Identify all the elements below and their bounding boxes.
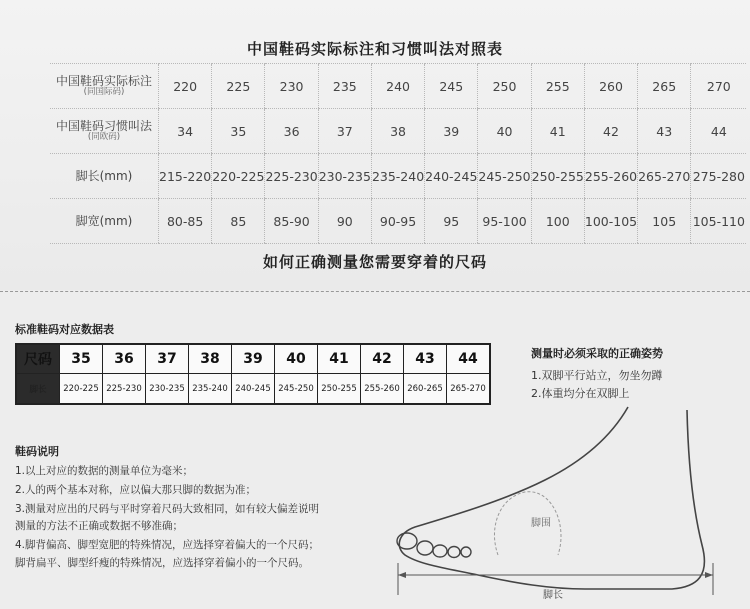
table-cell: 250 [478,64,531,109]
table-cell: 38 [371,109,424,154]
table-cell: 42 [584,109,637,154]
row-label [50,199,159,244]
length-header: 脚长 [16,374,60,405]
length-cell: 240-245 [232,374,275,405]
table-cell: 225 [212,64,265,109]
length-cell: 230-235 [146,374,189,405]
table-cell: 85-90 [265,199,318,244]
table-row [50,64,746,109]
table-cell: 105 [638,199,691,244]
table-cell: 37 [318,109,371,154]
row-label-main: 中国鞋码实际标注 [55,74,152,88]
table-cell: 235-240 [371,154,424,199]
table-row [50,154,746,199]
table-cell: 240-245 [425,154,478,199]
table-cell: 245-250 [478,154,531,199]
arrow-left [398,572,406,578]
table-cell: 220 [159,64,212,109]
table-cell: 44 [691,109,747,154]
table-cell: 260 [584,64,637,109]
notes-title: 鞋码说明 [15,445,59,458]
size-header: 尺码 [16,344,60,374]
length-cell: 255-260 [361,374,404,405]
foot-diagram [380,395,740,609]
table-cell: 105-110 [691,199,747,244]
table-cell: 235 [318,64,371,109]
row-label [50,109,159,154]
size-cell: 41 [318,344,361,374]
size-cell: 39 [232,344,275,374]
size-conversion-table [50,63,746,244]
table-cell: 100-105 [584,199,637,244]
length-cell: 235-240 [189,374,232,405]
table-cell: 80-85 [159,199,212,244]
toe [448,547,460,558]
note-line: 1.以上对应的数据的测量单位为毫米； [15,465,194,477]
section-divider [0,291,750,292]
table-cell: 265 [638,64,691,109]
size-cell: 37 [146,344,189,374]
note-line: 脚背扁平、脚型纤瘦的特殊情况，应选择穿着偏小的一个尺码。 [15,557,309,569]
arrow-right [705,572,713,578]
table-cell: 40 [478,109,531,154]
table-cell: 240 [371,64,424,109]
table-cell: 41 [531,109,584,154]
note-line: 测量的方法不正确或数据不够准确； [15,520,183,532]
page-title: 中国鞋码实际标注和习惯叫法对照表 [246,40,503,58]
table-cell: 270 [691,64,747,109]
row-label [50,154,159,199]
length-cell: 220-225 [60,374,103,405]
size-cell: 38 [189,344,232,374]
table-cell: 95-100 [478,199,531,244]
table-cell: 250-255 [531,154,584,199]
table-cell: 90-95 [371,199,424,244]
table-cell: 85 [212,199,265,244]
table-cell: 95 [425,199,478,244]
table-cell: 34 [159,109,212,154]
length-cell: 260-265 [404,374,447,405]
posture-item: 2.体重均分在双脚上 [531,387,630,400]
table-row [50,109,746,154]
toe [461,547,471,557]
table-cell: 230 [265,64,318,109]
note-line: 4.脚背偏高、脚型宽肥的特殊情况，应选择穿着偏大的一个尺码； [15,539,320,551]
row-label [50,64,159,109]
table-cell: 215-220 [159,154,212,199]
toe [433,545,447,557]
table-cell: 255 [531,64,584,109]
posture-title: 测量时必须采取的正确姿势 [531,347,663,360]
table-cell: 265-270 [638,154,691,199]
size-cell: 43 [404,344,447,374]
size-cell: 44 [447,344,491,374]
table-cell: 275-280 [691,154,747,199]
note-line: 2.人的两个基本对称，应以偏大那只脚的数据为准； [15,484,257,496]
size-cell: 36 [103,344,146,374]
table-row [50,199,746,244]
length-cell: 250-255 [318,374,361,405]
table-cell: 245 [425,64,478,109]
table-cell: 39 [425,109,478,154]
length-label: 脚长 [543,590,563,601]
foot-outline [399,407,704,589]
size-cell: 35 [60,344,103,374]
size-cell: 42 [361,344,404,374]
toe [417,541,433,555]
table-cell: 90 [318,199,371,244]
length-cell: 225-230 [103,374,146,405]
table-cell: 220-225 [212,154,265,199]
std-table-title: 标准鞋码对应数据表 [15,323,114,336]
row-label-main: 脚长(mm) [75,168,133,183]
measure-title: 如何正确测量您需要穿着的尺码 [262,253,487,271]
row-label-main: 中国鞋码习惯叫法 [55,119,152,133]
table-cell: 230-235 [318,154,371,199]
posture-item: 1.双脚平行站立，勿坐勿蹲 [531,369,663,382]
table-cell: 35 [212,109,265,154]
girth-loop [494,492,561,555]
table-cell: 43 [638,109,691,154]
length-cell: 245-250 [275,374,318,405]
row-label-main: 脚宽(mm) [75,213,133,228]
row-label-sub: (同国际码) [83,87,125,97]
table-cell: 36 [265,109,318,154]
table-cell: 100 [531,199,584,244]
table-cell: 225-230 [265,154,318,199]
row-label-sub: (同欧码) [87,132,121,142]
length-cell: 265-270 [447,374,491,405]
girth-label: 脚围 [531,518,551,529]
note-line: 3.测量对应出的尺码与平时穿着尺码大致相同，如有较大偏差说明 [15,503,320,515]
table-cell: 255-260 [584,154,637,199]
size-cell: 40 [275,344,318,374]
